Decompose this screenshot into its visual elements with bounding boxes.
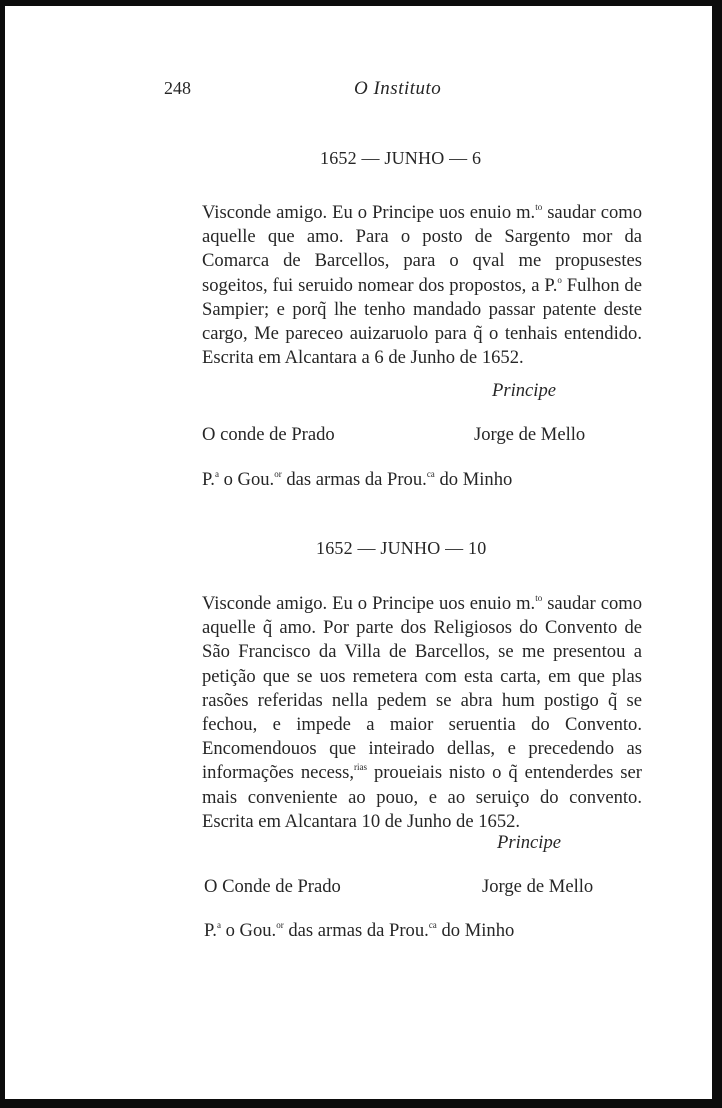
witness-right: Jorge de Mello [474,424,586,445]
running-title: O Instituto [354,78,442,99]
page-number: 248 [164,78,191,98]
letter-paragraph: Visconde amigo. Eu o Principe uos enuio m.$^{to}$ saudar como aquelle que amo. Para o posto de Sargento mor da Comarca de Barcellos, para o qval me propusestes sogeitos, fui seruido nomear dos propostos, a P.$^o$ Fulhon de Sampier; e porq̃ lhe tenho mandado passar patente deste cargo, Me pareceo auizaruolo para q̃ o tenhais entendido. Escrita em Alcantara a 6 de Junho de 1652. [202,202,642,369]
witness-left: O Conde de Prado [204,876,341,897]
witness-right: Jorge de Mello [482,876,594,897]
letter-date: 1652 — JUNHO — 10 [316,538,487,558]
letter-paragraph: Visconde amigo. Eu o Principe uos enuio m.$^{to}$ saudar como aquelle q̃ amo. Por parte dos Religiosos do Convento de São Francisco da Villa de Barcellos, se me presentou a petição que se uos remetera com esta carta, em que plas rasões referidas nella pedem se abra hum postigo q̃ se fechou, e impede a maior seruentia do Convento. Encomendouos que inteirado dellas, e precedendo as informações necess,$^{rias}$ proueiais nisto o q̃ entenderdes ser mais conveniente ao pouo, e ao seruiço do convento. Escrita em Alcantara 10 de Junho de 1652. [202,593,642,832]
letter-signature: Principe [497,832,562,853]
letter-date: 1652 — JUNHO — 6 [320,148,482,168]
letter-address: P.$^a$ o Gou.$^{or}$ das armas da Prou.$^{ca}$ do Minho [204,920,515,941]
letter-body [166,201,642,370]
letter-address: P.$^a$ o Gou.$^{or}$ das armas da Prou.$^{ca}$ do Minho [202,469,513,490]
letter-signature: Principe [492,380,557,401]
witness-left: O conde de Prado [202,424,335,445]
letter-body [166,592,642,834]
